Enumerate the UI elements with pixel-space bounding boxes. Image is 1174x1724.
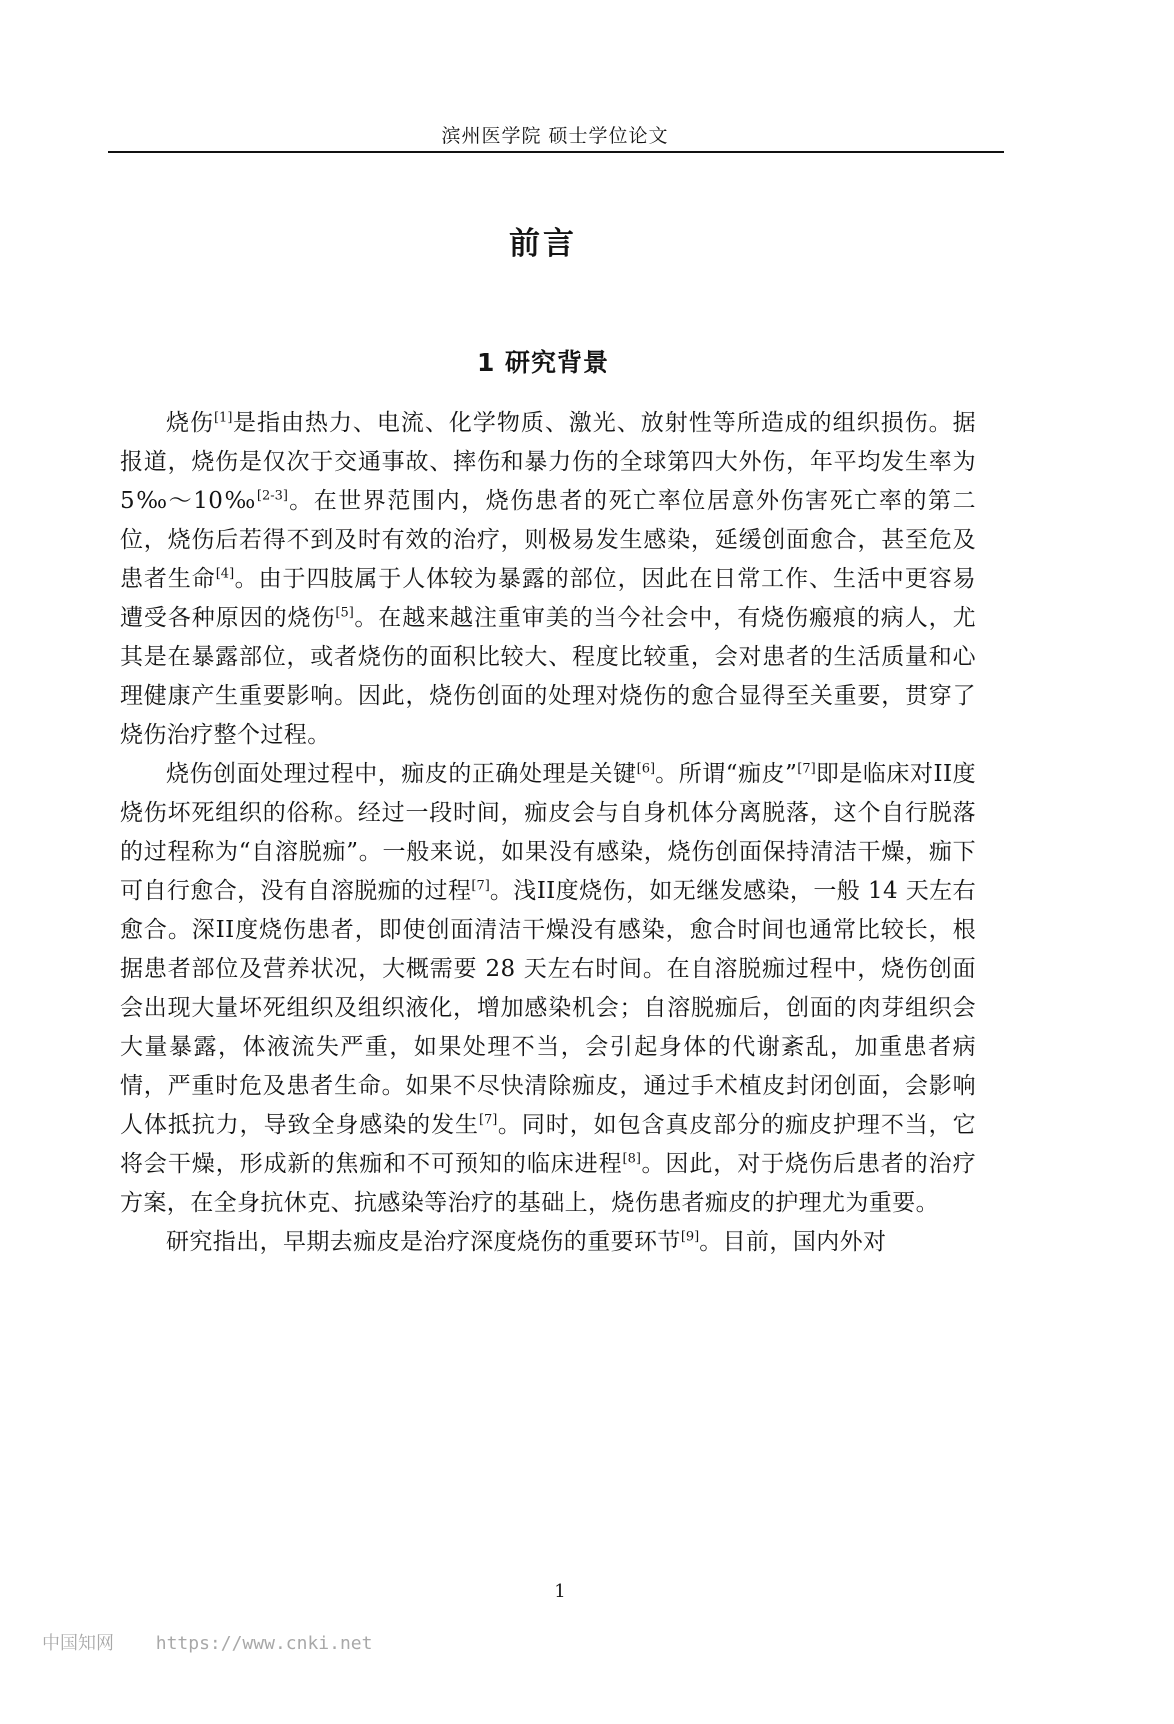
body-text-run: 是指由热力、电流、化学物质、激光、放射性等所造成的组织损伤。据报道，烧伤是仅次于交通事故、摔伤和暴力伤的全球第四大外伤，年平均发生率为 5‰～10‰ <box>120 410 976 514</box>
body-text-run: 。目前，国内外对 <box>699 1229 887 1255</box>
page-title: 前言 <box>509 226 577 262</box>
body-text-run: 。因此，对于烧伤后患者的治疗方案，在全身抗休克、抗感染等治疗的基础上，烧伤患者痂皮的护理尤为重要。 <box>120 1151 976 1216</box>
footer-brand: 中国知网 <box>42 1633 114 1654</box>
paragraph-2 <box>120 755 976 1223</box>
body-text-run: 。浅II度烧伤，如无继发感染，一般 14 天左右愈合。深II度烧伤患者，即使创面清洁干燥没有感染，愈合时间也通常比较长，根据患者部位及营养状况，大概需要 28 天左右时间。在自溶脱痂过程中，烧伤创面会出现大量坏死组织及组织液化，增加感染机会；自溶脱痂后，创面的肉芽组织会大量暴露，体液流失严重，如果处理不当，会引起身体的代谢紊乱，加重患者病情，严重时危及患者生命。如果不尽快清除痂皮，通过手术植皮封闭创面，会影响人体抵抗力，导致全身感染的发生 <box>120 878 977 1138</box>
body-text-run: 。在世界范围内，烧伤患者的死亡率位居意外伤害死亡率的第二位，烧伤后若得不到及时有效的治疗，则极易发生感染，延缓创面愈合，甚至危及患者生命 <box>120 488 976 592</box>
citation-superscript: [2-3] <box>256 488 288 504</box>
citation-superscript: [7] <box>797 761 816 777</box>
header-rule <box>108 151 1004 153</box>
citation-superscript: [8] <box>622 1151 641 1167</box>
section-heading: 1 研究背景 <box>476 348 610 377</box>
citation-superscript: [7] <box>471 878 490 894</box>
body-text-run: 烧伤创面处理过程中，痂皮的正确处理是关键 <box>166 761 637 787</box>
body-text-run: 。所谓“痂皮” <box>655 761 798 787</box>
body-text-run: 。在越来越注重审美的当今社会中，有烧伤瘢痕的病人，尤其是在暴露部位，或者烧伤的面积比较大、程度比较重，会对患者的生活质量和心理健康产生重要影响。因此，烧伤创面的处理对烧伤的愈合显得至关重要，贯穿了烧伤治疗整个过程。 <box>120 605 976 748</box>
body-text-run: 。由于四肢属于人体较为暴露的部位，因此在日常工作、生活中更容易遭受各种原因的烧伤 <box>120 566 976 631</box>
body-text-run: 即是临床对II度烧伤坏死组织的俗称。经过一段时间，痂皮会与自身机体分离脱落，这个自行脱落的过程称为“自溶脱痂”。一般来说，如果没有感染，烧伤创面保持清洁干燥，痂下可自行愈合，没有自溶脱痂的过程 <box>120 761 976 904</box>
page-number: 1 <box>554 1581 566 1602</box>
body-text-run: 研究指出，早期去痂皮是治疗深度烧伤的重要环节 <box>166 1229 681 1255</box>
paragraph-3 <box>120 1223 976 1262</box>
citation-superscript: [7] <box>478 1112 498 1128</box>
footer-url: https://www.cnki.net <box>155 1633 373 1654</box>
running-header: 滨州医学院 硕士学位论文 <box>441 125 669 147</box>
citation-superscript: [1] <box>213 410 233 426</box>
citation-superscript: [4] <box>215 566 235 582</box>
citation-superscript: [9] <box>680 1229 700 1245</box>
body-text <box>120 404 976 1262</box>
citation-superscript: [6] <box>636 761 656 777</box>
paragraph-1 <box>120 404 976 755</box>
body-text-run: 烧伤 <box>166 410 214 436</box>
watermark-footer <box>42 1632 372 1656</box>
citation-superscript: [5] <box>335 605 354 621</box>
body-text-run: 。同时，如包含真皮部分的痂皮护理不当，它将会干燥，形成新的焦痂和不可预知的临床进程 <box>120 1112 977 1177</box>
